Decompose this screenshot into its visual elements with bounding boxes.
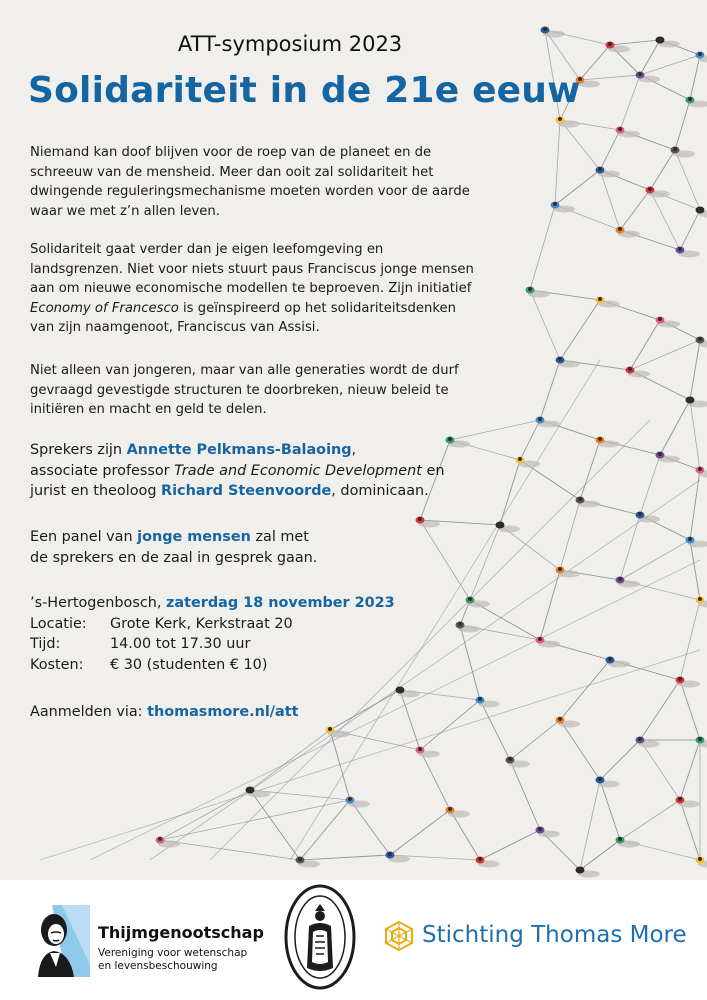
person-figure [636, 72, 661, 83]
person-figure [636, 512, 661, 523]
person-head [698, 467, 702, 471]
network-line [420, 750, 450, 810]
network-line [580, 780, 600, 870]
person-head [558, 357, 562, 361]
network-line [650, 150, 675, 190]
network-line [540, 360, 560, 420]
person-head [158, 837, 162, 841]
person-figure [526, 287, 551, 298]
person-head [538, 637, 542, 641]
person-figure [466, 597, 491, 608]
person-figure [616, 837, 641, 848]
person-head [478, 857, 482, 861]
person-head [698, 52, 702, 56]
event-date: zaterdag 18 november 2023 [166, 595, 395, 611]
network-line [460, 625, 480, 700]
person-figure [536, 827, 561, 838]
network-line [530, 205, 555, 290]
person-head [678, 677, 682, 681]
person-figure [656, 452, 681, 463]
person-figure [626, 367, 651, 378]
person-head [578, 867, 582, 871]
person-head [398, 687, 402, 691]
network-line [250, 730, 330, 790]
person-figure [676, 247, 701, 258]
person-figure [686, 537, 707, 548]
network-line [690, 400, 700, 470]
person-head [578, 497, 582, 501]
person-figure [676, 677, 701, 688]
person-head [558, 117, 562, 121]
person-figure [696, 737, 707, 748]
person-head [388, 852, 392, 856]
person-head [553, 202, 557, 206]
network-line [580, 75, 640, 80]
person-figure [616, 577, 641, 588]
person-figure [506, 757, 531, 768]
person-head [618, 127, 622, 131]
person-figure [476, 697, 501, 708]
initiative-name: Economy of Francesco [30, 300, 179, 316]
network-line [690, 540, 700, 600]
person-figure [576, 497, 601, 508]
person-figure [536, 637, 561, 648]
network-line [390, 810, 450, 855]
network-line [690, 55, 700, 100]
person-figure [696, 467, 707, 478]
person-figure [556, 117, 581, 128]
person-head [458, 622, 462, 626]
person-figure [556, 567, 581, 578]
network-line [160, 840, 300, 860]
network-line [640, 740, 680, 800]
network-line [420, 520, 470, 600]
person-figure [496, 522, 521, 533]
person-head [658, 317, 662, 321]
network-line [555, 120, 560, 205]
person-figure [616, 127, 641, 138]
person-head [698, 737, 702, 741]
person-head [518, 457, 522, 461]
panel-paragraph: Een panel van jonge mensen zal met de sprekers en de zaal in gesprek gaan. [30, 529, 318, 566]
network-line [580, 45, 610, 80]
registration-line: Aanmelden via: thomasmore.nl/att [30, 704, 299, 720]
person-head [618, 227, 622, 231]
person-figure [606, 657, 631, 668]
person-figure [346, 797, 371, 808]
person-head [678, 247, 682, 251]
person-head [658, 452, 662, 456]
network-line [600, 170, 620, 230]
network-line [530, 290, 560, 360]
network-line [510, 720, 560, 760]
albertus-magnus-seal [282, 882, 358, 992]
network-line [640, 55, 700, 75]
person-figure [551, 202, 576, 213]
intro-paragraph-3: Niet alleen van jongeren, maar van alle generaties wordt de durf gevraagd gevestigde structuren te doorbreken, nieuw beleid te initiëren en macht en geld te delen. [30, 363, 459, 417]
person-head [638, 737, 642, 741]
network-line [480, 700, 510, 760]
person-figure [556, 717, 581, 728]
person-figure [646, 187, 671, 198]
speakers-paragraph: Sprekers zijn Annette Pelkmans-Balaoing, associate professor Trade and Economic Development en jurist en theoloog Richard Steenvoorde, dominicaan. [30, 442, 445, 499]
network-line [690, 470, 700, 540]
person-figure [656, 37, 681, 48]
location-label: Locatie: [30, 615, 87, 632]
person-figure [616, 227, 641, 238]
person-head [688, 397, 692, 401]
person-head [508, 757, 512, 761]
cost-label: Kosten: [30, 656, 84, 673]
person-head [538, 417, 542, 421]
person-head [678, 797, 682, 801]
speaker-1-name: Annette Pelkmans-Balaoing [126, 442, 352, 458]
panel-highlight: jonge mensen [137, 529, 251, 545]
network-line [580, 440, 600, 500]
location-value: Grote Kerk, Kerkstraat 20 [110, 615, 293, 632]
cost-value: € 30 (studenten € 10) [110, 656, 268, 673]
network-line [650, 190, 680, 250]
network-line [610, 40, 660, 45]
person-head [498, 522, 502, 526]
network-line [640, 680, 680, 740]
person-figure [576, 867, 601, 878]
network-line [600, 780, 620, 840]
network-line [600, 740, 640, 780]
person-head [468, 597, 472, 601]
network-line [560, 120, 600, 170]
network-line [630, 340, 700, 370]
person-head [698, 857, 702, 861]
network-line [480, 830, 540, 860]
person-head [618, 577, 622, 581]
time-value: 14.00 tot 17.30 uur [110, 636, 251, 652]
thijm-name: Thijmgenootschap [98, 923, 264, 942]
thijm-tagline: Vereniging voor wetenschap en levensbeschouwing [98, 947, 248, 972]
person-figure [696, 857, 707, 868]
person-figure [536, 417, 561, 428]
event-details: ’s-Hertogenbosch, zaterdag 18 november 2023 Locatie: Grote Kerk, Kerkstraat 20 Tijd: 14.00 tot 17.30 uur Kosten: € 30 (studenten € 10) [30, 593, 450, 675]
person-figure [476, 857, 501, 868]
network-line [620, 800, 680, 840]
network-line [500, 460, 520, 525]
intro-paragraph-2: Solidariteit gaat verder dan je eigen leefomgeving en landsgrenzen. Niet voor niets stuurt paus Franciscus jonge mensen aan om nieuwe economische modellen te beproeven. Zijn initiatief Economy of Francesco is geïnspireerd op het solidariteitsdenken van zijn naamgenoot, Franciscus van Assisi. [30, 242, 474, 335]
person-head [608, 42, 612, 46]
network-line [510, 760, 540, 830]
person-head [638, 512, 642, 516]
person-head [598, 167, 602, 171]
person-head [648, 187, 652, 191]
person-head [328, 727, 332, 731]
person-head [698, 337, 702, 341]
person-head [638, 72, 642, 76]
person-figure [696, 597, 707, 608]
person-figure [636, 737, 661, 748]
person-head [558, 567, 562, 571]
network-line [540, 570, 560, 640]
person-head [688, 537, 692, 541]
person-head [598, 297, 602, 301]
thomas-more-icon [385, 921, 413, 951]
person-head [248, 787, 252, 791]
person-head [528, 287, 532, 291]
intro-paragraph-1: Niemand kan doof blijven voor de roep van de planeet en de schreeuw van de mensheid. Meer dan ooit zal solidariteit het dwingende reguleringsmechanisme moeten worden voor de aarde waar we met z’n allen leven. [30, 145, 470, 219]
person-head [698, 207, 702, 211]
person-figure [386, 852, 411, 863]
network-line [680, 740, 700, 800]
person-figure [596, 777, 621, 788]
person-head [298, 857, 302, 861]
network-line [620, 75, 640, 130]
network-line [680, 210, 700, 250]
network-line [675, 150, 700, 210]
network-line [675, 100, 690, 150]
event-subtitle: ATT-symposium 2023 [177, 32, 403, 56]
network-line [680, 800, 700, 860]
network-line [40, 650, 700, 860]
person-figure [596, 437, 621, 448]
person-figure [596, 167, 621, 178]
person-head [598, 777, 602, 781]
network-line [630, 320, 660, 370]
network-line [520, 420, 540, 460]
network-line [640, 455, 660, 515]
person-head [698, 597, 702, 601]
person-head [688, 97, 692, 101]
person-figure [686, 397, 707, 408]
person-figure [516, 457, 541, 468]
network-line [680, 600, 700, 680]
time-label: Tijd: [30, 636, 61, 652]
person-figure [416, 747, 441, 758]
thomas-more-name: Stichting Thomas More [422, 922, 687, 948]
person-head [348, 797, 352, 801]
person-head [673, 147, 677, 151]
person-figure [416, 517, 441, 528]
person-head [608, 657, 612, 661]
person-head [598, 437, 602, 441]
page-title: Solidariteit in de 21e eeuw [28, 70, 581, 111]
network-line [690, 340, 700, 400]
person-head [628, 367, 632, 371]
person-figure [296, 857, 321, 868]
person-figure [671, 147, 696, 158]
person-head [448, 807, 452, 811]
network-line [560, 720, 600, 780]
network-line [450, 810, 480, 860]
network-line [450, 420, 540, 440]
person-head [658, 37, 662, 41]
person-figure [556, 357, 581, 368]
person-figure [696, 337, 707, 348]
person-figure [596, 297, 621, 308]
thijm-portrait-logo [32, 905, 90, 977]
person-figure [446, 807, 471, 818]
network-line [600, 130, 620, 170]
network-line [250, 790, 300, 860]
person-head [418, 747, 422, 751]
registration-link[interactable]: thomasmore.nl/att [147, 704, 299, 720]
network-line [680, 680, 700, 740]
person-figure [656, 317, 681, 328]
person-head [478, 697, 482, 701]
network-line [555, 170, 600, 205]
person-figure [696, 52, 707, 63]
network-line [660, 400, 690, 455]
person-head [618, 837, 622, 841]
network-line [560, 500, 580, 570]
network-line [350, 800, 390, 855]
network-line [300, 855, 390, 860]
person-figure [676, 797, 701, 808]
network-line [560, 660, 610, 720]
person-head [543, 27, 547, 31]
person-head [538, 827, 542, 831]
person-figure [456, 622, 481, 633]
person-head [418, 517, 422, 521]
person-figure [686, 97, 707, 108]
network-line [620, 190, 650, 230]
network-line [560, 300, 600, 360]
person-head [558, 717, 562, 721]
speaker-2-name: Richard Steenvoorde [161, 483, 332, 499]
person-figure [396, 687, 421, 698]
